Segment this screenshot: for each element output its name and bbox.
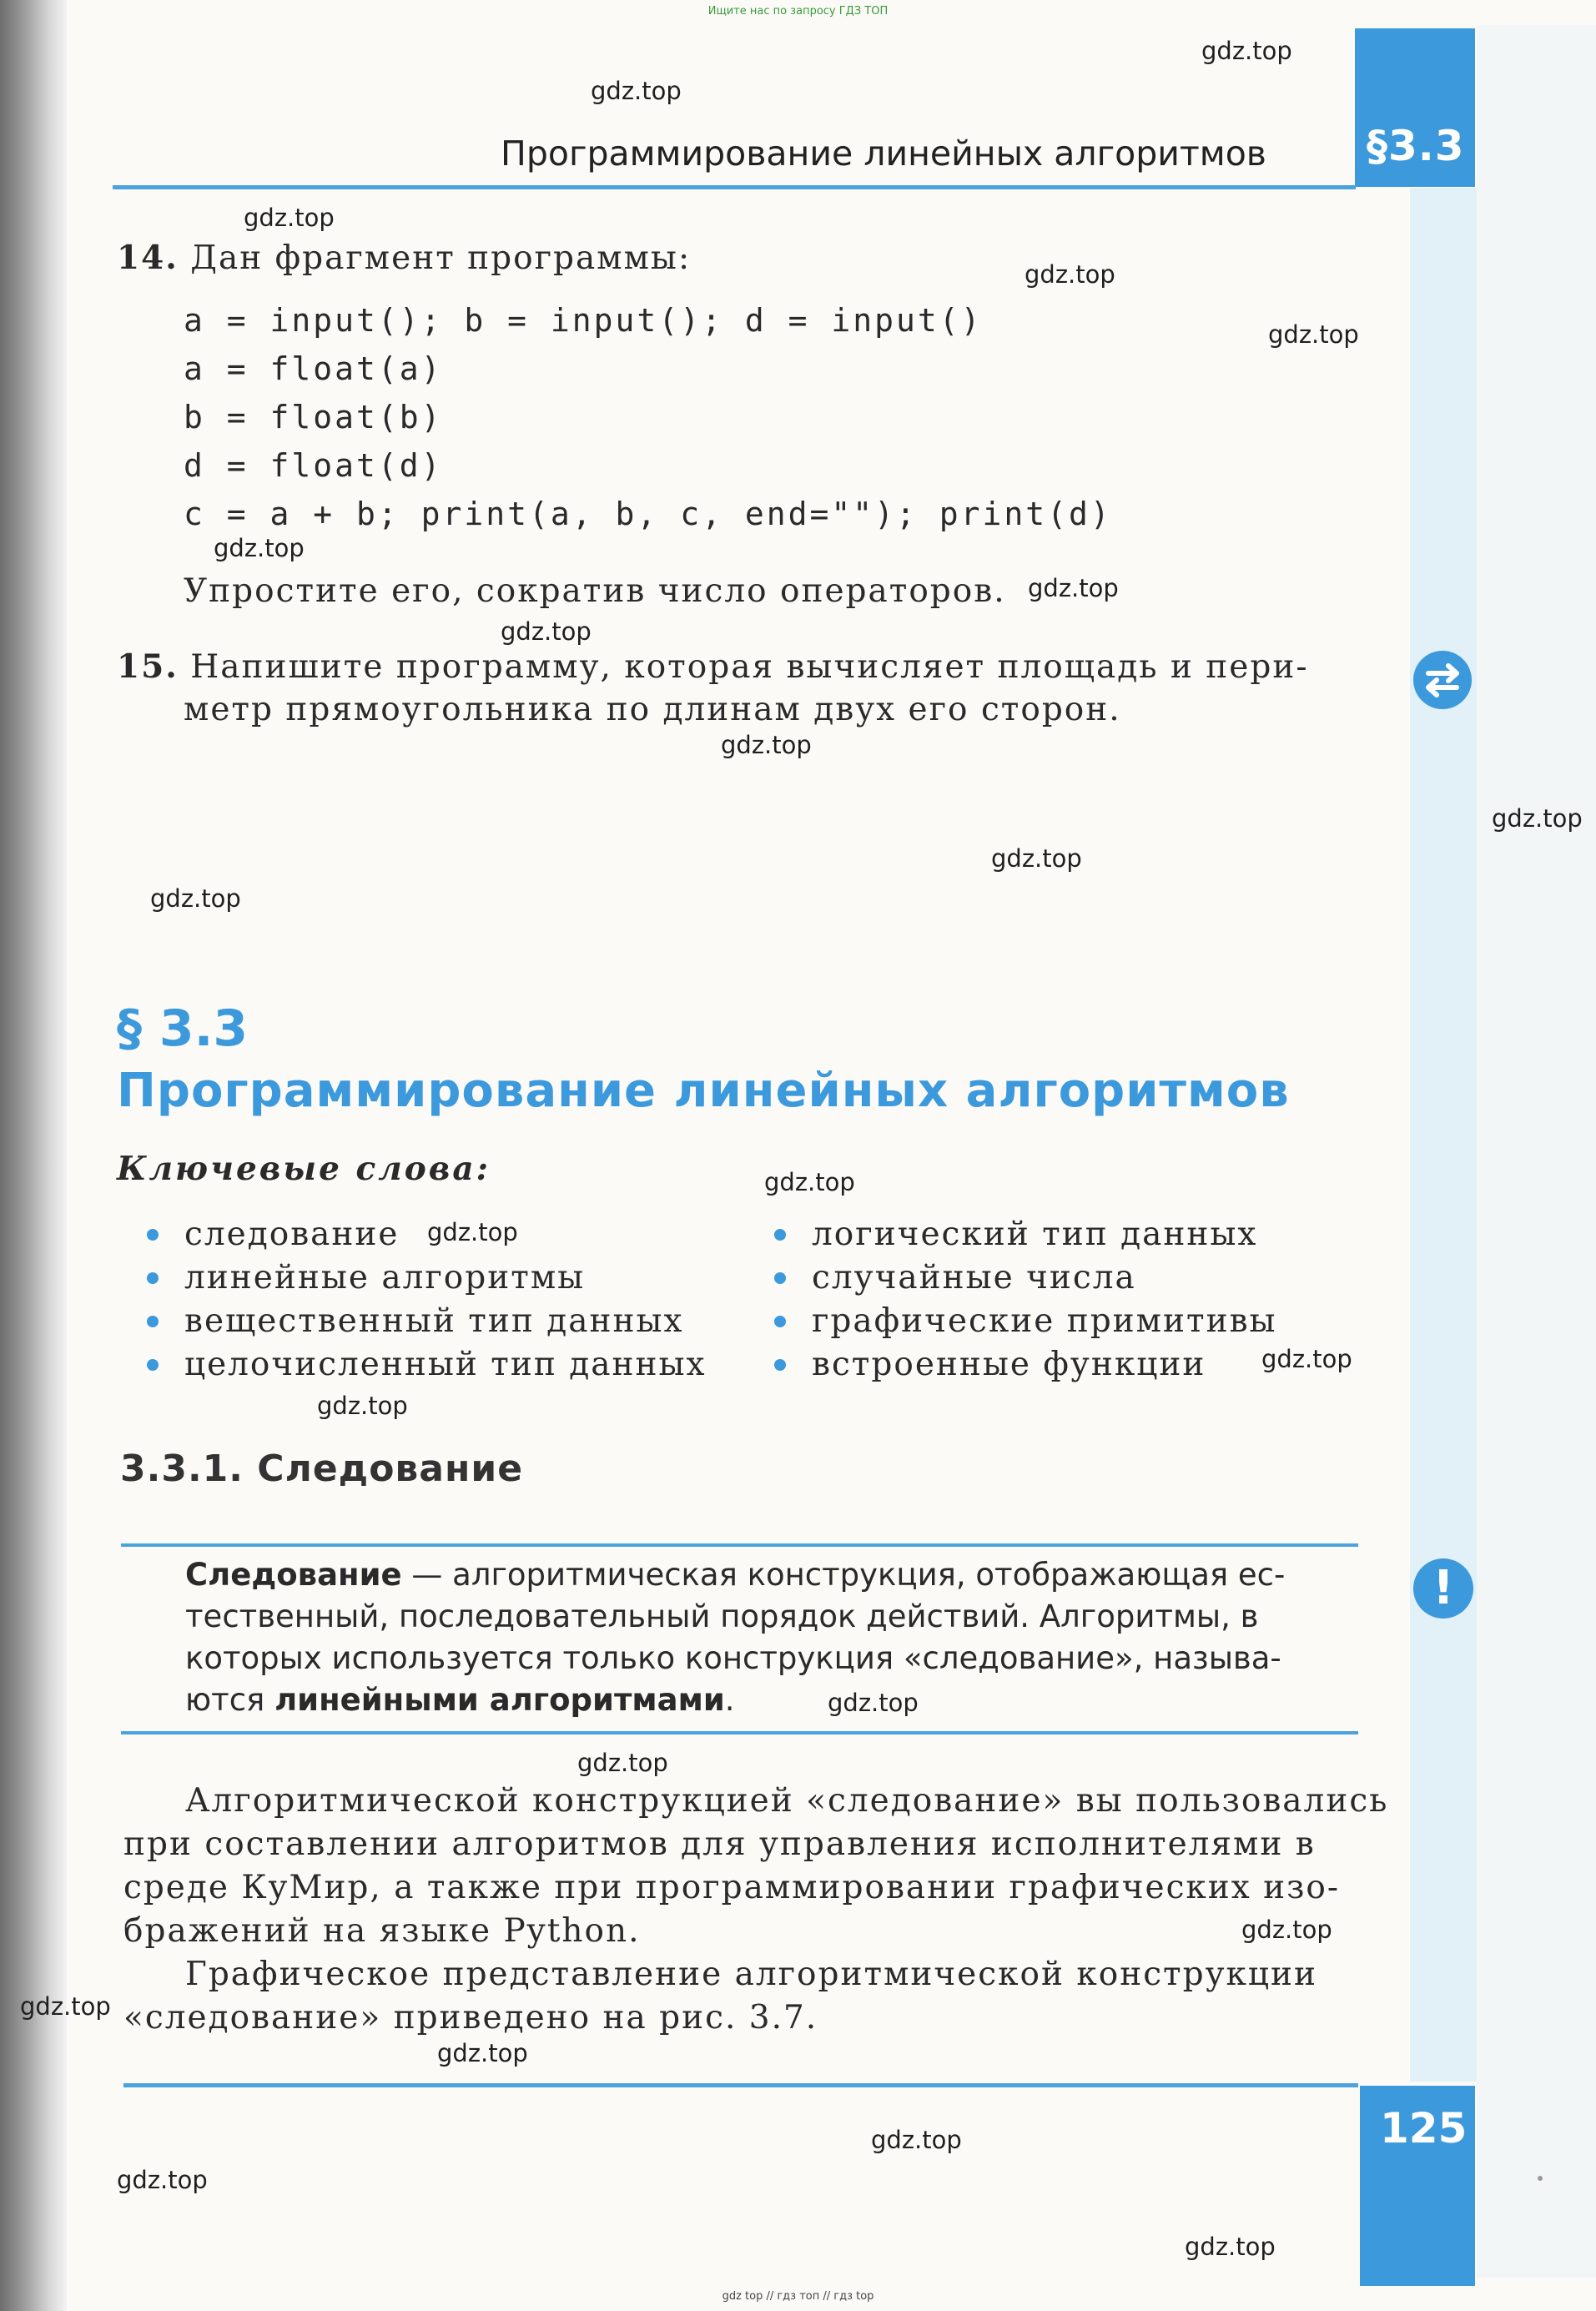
task-15-text: Напишите программу, которая вычисляет площадь и пери- <box>190 648 1309 686</box>
keyword-item: графические примитивы <box>774 1302 1277 1346</box>
watermark: gdz.top <box>427 1218 518 1246</box>
header-rule <box>113 185 1356 189</box>
watermark: gdz.top <box>1492 804 1583 833</box>
task-14-instruction: Упростите его, сократив число операторов. <box>184 572 1006 610</box>
section-tab-label: §3.3 <box>1367 122 1465 170</box>
watermark: gdz.top <box>991 844 1082 873</box>
body-line-4: бражений на языке Python. <box>123 1912 641 1950</box>
section-tab <box>1355 28 1475 187</box>
page-number-tab <box>1360 2086 1475 2286</box>
side-margin-strip <box>1410 188 1477 2082</box>
code-line-3: b = float(b) <box>184 399 443 436</box>
section-title: Программирование линейных алгоритмов <box>117 1064 1290 1118</box>
footer-rule <box>123 2083 1358 2087</box>
bottom-note: gdz top // гдз топ // гдз top <box>722 2290 874 2303</box>
definition-line-1: Следование — алгоритмическая конструкция, отображающая ес- <box>185 1557 1286 1593</box>
task-15-number: 15. <box>117 647 179 686</box>
exclamation-icon: ! <box>1413 1558 1473 1619</box>
body-line-1: Алгоритмической конструкцией «следование» вы пользовались <box>185 1782 1389 1820</box>
keyword-item: логический тип данных <box>774 1216 1277 1259</box>
code-line-5: c = a + b; print(a, b, c, end=""); print(d) <box>184 496 1112 532</box>
keyword-item: следование <box>147 1216 707 1259</box>
watermark: gdz.top <box>117 2166 208 2194</box>
definition-line-3: которых используется только конструкция «следование», называ- <box>185 1640 1281 1676</box>
watermark: gdz.top <box>1261 1345 1352 1373</box>
task-14-heading <box>117 239 691 277</box>
keyword-item: целочисленный тип данных <box>147 1346 707 1389</box>
watermark: gdz.top <box>828 1689 919 1717</box>
keyword-item: случайные числа <box>774 1259 1277 1302</box>
book-spine-shadow <box>0 0 67 2311</box>
keyword-item: вещественный тип данных <box>147 1302 707 1346</box>
watermark: gdz.top <box>1241 1916 1332 1944</box>
body-line-3: среде КуМир, а также при программировании графических изо- <box>123 1869 1341 1906</box>
top-search-note: Ищите нас по запросу ГДЗ ТОП <box>707 5 889 18</box>
watermark: gdz.top <box>437 2039 528 2067</box>
keywords-title: Ключевые слова: <box>117 1150 491 1188</box>
keyword-item: линейные алгоритмы <box>147 1259 707 1302</box>
task-14-text: Дан фрагмент программы: <box>190 239 692 277</box>
watermark: gdz.top <box>20 1992 111 2021</box>
swap-arrows-icon <box>1413 651 1472 709</box>
keyword-item: встроенные функции <box>774 1346 1277 1389</box>
watermark: gdz.top <box>591 77 682 105</box>
running-title: Программирование линейных алгоритмов <box>501 133 1266 174</box>
code-line-2: a = float(a) <box>184 350 443 387</box>
body-line-2: при составлении алгоритмов для управления исполнителями в <box>123 1825 1316 1863</box>
body-line-5: Графическое представление алгоритмической конструкции <box>185 1956 1317 1993</box>
bullet-icon <box>774 1316 786 1327</box>
watermark: gdz.top <box>721 731 812 759</box>
page-number: 125 <box>1380 2104 1468 2152</box>
watermark: gdz.top <box>764 1168 855 1196</box>
watermark: gdz.top <box>1025 260 1115 289</box>
bullet-icon <box>147 1359 159 1371</box>
body-line-6: «следование» приведено на рис. 3.7. <box>123 1999 818 2037</box>
watermark: gdz.top <box>577 1749 668 1777</box>
bullet-icon <box>774 1229 786 1241</box>
watermark: gdz.top <box>501 617 592 646</box>
watermark: gdz.top <box>317 1392 408 1420</box>
definition-rule-bottom <box>121 1731 1358 1735</box>
code-line-4: d = float(d) <box>184 447 443 484</box>
watermark: gdz.top <box>150 884 241 913</box>
definition-rule-top <box>121 1543 1358 1547</box>
code-line-1: a = input(); b = input(); d = input() <box>184 302 983 339</box>
definition-line-2: тественный, последовательный порядок действий. Алгоритмы, в <box>185 1599 1259 1634</box>
watermark: gdz.top <box>871 2126 962 2154</box>
page-right-margin <box>1477 25 1596 2278</box>
task-15-line-1 <box>117 647 1309 686</box>
watermark: gdz.top <box>1201 37 1292 65</box>
task-14-number: 14. <box>117 239 179 277</box>
section-number: § 3.3 <box>117 999 249 1058</box>
watermark: gdz.top <box>1028 574 1119 602</box>
definition-line-4: ются линейными алгоритмами. <box>185 1682 735 1718</box>
bullet-icon <box>147 1272 159 1284</box>
bullet-icon <box>147 1316 159 1327</box>
watermark: gdz.top <box>244 204 335 232</box>
page-speck <box>1538 2176 1543 2181</box>
keywords-list-right <box>774 1216 1277 1389</box>
watermark: gdz.top <box>214 534 305 562</box>
task-15-line-2: метр прямоугольника по длинам двух его сторон. <box>184 691 1121 728</box>
watermark: gdz.top <box>1268 320 1359 349</box>
bullet-icon <box>774 1359 786 1371</box>
bullet-icon <box>774 1272 786 1284</box>
bullet-icon <box>147 1229 159 1241</box>
subsection-title: 3.3.1. Следование <box>120 1448 524 1490</box>
watermark: gdz.top <box>1185 2233 1276 2261</box>
